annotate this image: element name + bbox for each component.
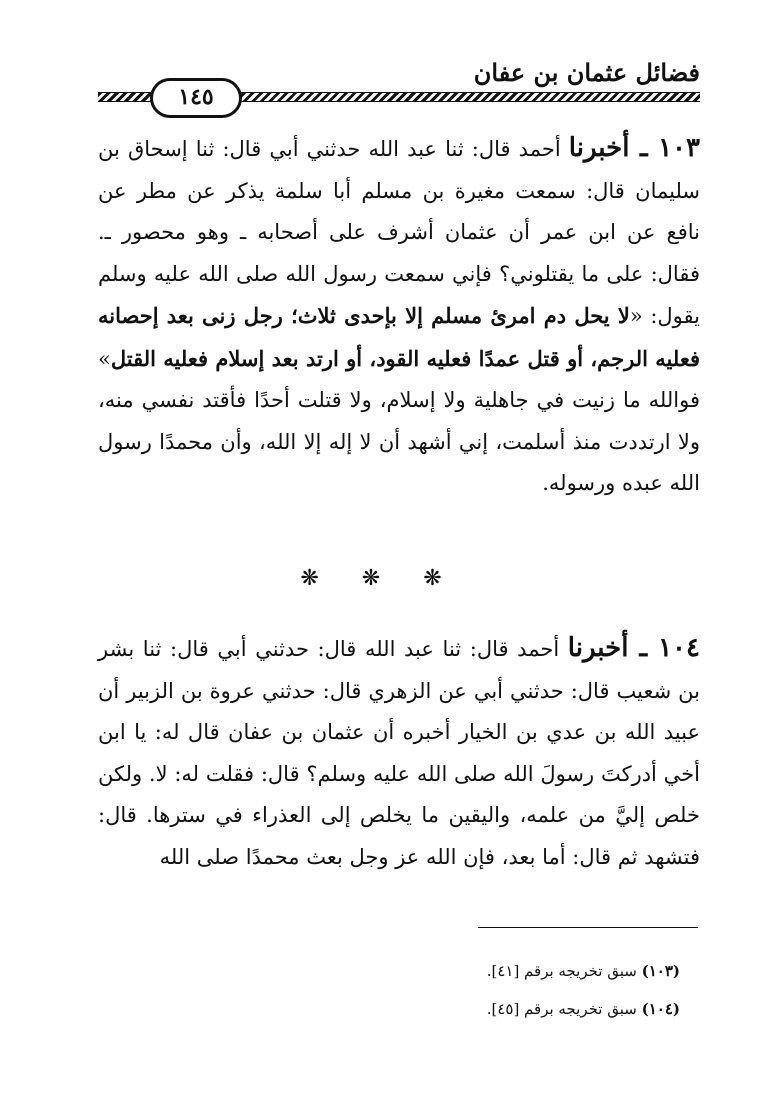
section-separator: ❋ ❋ ❋ bbox=[300, 566, 460, 591]
section-103-intro: أحمد قال: ثنا عبد الله حدثني أبي قال: ثنا إسحاق بن سليمان قال: سمعت مغيرة بن مسلم أبا سلمة يذكر عن مطر عن نافع عن ابن عمر أن عثمان أشرف على أصحابه ـ وهو محصور ـ. فقال: على ما يقتلوني؟ فإني سمعت رسول الله صلى الله عليه وسلم يقول: « bbox=[98, 137, 700, 328]
footnotes bbox=[280, 952, 680, 1028]
section-103-lead: أخبرنا bbox=[568, 133, 630, 163]
section-103-text bbox=[98, 128, 700, 505]
section-104-body: أحمد قال: ثنا عبد الله قال: حدثني أبي قال: ثنا بشر بن شعيب قال: حدثني أبي عن الزهري قال: حدثني عروة بن الزبير أن عبيد الله بن عدي بن الخيار أخبره أن عثمان بن عفان قال له: يا ابن أخي أدركتَ رسولَ الله صلى الله عليه وسلم؟ قال: فقلت له: لا. ولكن خلص إليَّ من علمه، واليقين ما يخلص إلى العذراء في سترها. قال: فتشهد ثم قال: أما بعد، فإن الله عز وجل بعث محمدًا صلى الله bbox=[98, 637, 700, 869]
section-104-number: ١٠٤ ـ bbox=[628, 633, 700, 663]
footnote-divider bbox=[478, 927, 698, 928]
section-104-lead: أخبرنا bbox=[567, 633, 629, 663]
footnote-number: (١٠٤) bbox=[641, 1000, 680, 1018]
section-104 bbox=[98, 628, 700, 878]
footnote-103 bbox=[280, 952, 680, 990]
section-103-ending: » فوالله ما زنيت في جاهلية ولا إسلام، ولا قتلت أحدًا فأقتد نفسي منه، ولا ارتددت منذ أسلمت، إني أشهد أن لا إله إلا الله، وأن محمدًا رسول الله عبده ورسوله. bbox=[98, 346, 700, 495]
footnote-text: سبق تخريجه برقم [٤١]. bbox=[486, 962, 642, 980]
footnote-104 bbox=[280, 990, 680, 1028]
section-103 bbox=[98, 128, 700, 505]
footnote-number: (١٠٣) bbox=[641, 962, 680, 980]
header-title: فضائل عثمان بن عفان bbox=[473, 58, 700, 87]
section-104-text bbox=[98, 628, 700, 878]
page-header bbox=[98, 58, 700, 110]
section-103-number: ١٠٣ ـ bbox=[629, 133, 700, 163]
section-103-hadith: لا يحل دم امرئ مسلم إلا بإحدى ثلاث؛ رجل زنى بعد إحصانه فعليه الرجم، أو قتل عمدًا فعليه القود، أو ارتد بعد إسلام فعليه القتل bbox=[98, 303, 700, 371]
page-number: ١٤٥ bbox=[150, 78, 242, 118]
footnote-text: سبق تخريجه برقم [٤٥]. bbox=[486, 1000, 642, 1018]
